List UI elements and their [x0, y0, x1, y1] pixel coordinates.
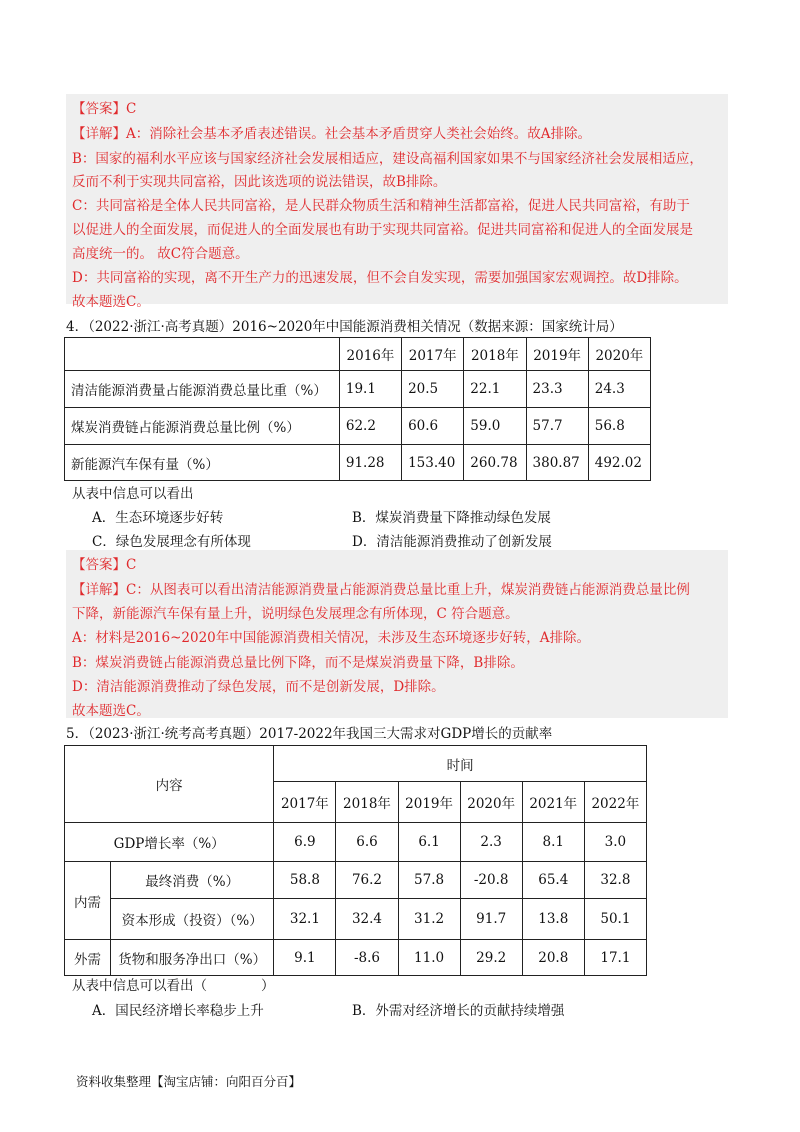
- table-cell: 20.8: [522, 940, 584, 976]
- table-row: [65, 862, 647, 899]
- detail-line: 故本题选C。: [72, 294, 150, 310]
- detail-line: B：国家的福利水平应该与国家经济社会发展相适应，建设高福利国家如果不与国家经济社会发展相适应，: [72, 151, 703, 167]
- table-row: [65, 823, 647, 862]
- table-row-label: 新能源汽车保有量（%）: [65, 445, 340, 481]
- table-cell: 60.6: [402, 408, 464, 445]
- table-cell: 50.1: [584, 899, 646, 940]
- table-row: [65, 371, 651, 408]
- net-export-label: 货物和服务净出口（%）: [111, 940, 274, 976]
- table-cell: 6.1: [398, 823, 460, 862]
- table-cell: 153.40: [402, 445, 464, 481]
- table-cell: -8.6: [336, 940, 398, 976]
- option-c[interactable]: C．绿色发展理念有所体现: [92, 534, 251, 550]
- answer-q3: 【答案】C: [72, 101, 137, 117]
- detail-line: D：清洁能源消费推动了绿色发展，而不是创新发展，D排除。: [72, 679, 445, 695]
- table-row-label: 清洁能源消费量占能源消费总量比重（%）: [65, 371, 340, 408]
- table-cell: 23.3: [526, 371, 588, 408]
- year-header: 2019年: [398, 782, 460, 823]
- detail-line: 【详解】C：从图表可以看出清洁能源消费量占能源消费总量比重上升，煤炭消费链占能源消费总量比例: [72, 582, 690, 598]
- table-cell: 58.8: [274, 862, 336, 899]
- table-cell: 17.1: [584, 940, 646, 976]
- table-cell: 3.0: [584, 823, 646, 862]
- table-cell: 56.8: [588, 408, 650, 445]
- table-cell: 24.3: [588, 371, 650, 408]
- table-cell: 76.2: [336, 862, 398, 899]
- detail-line: B：煤炭消费链占能源消费总量比例下降，而不是煤炭消费量下降，B排除。: [72, 655, 524, 671]
- detail-line: 高度统一的。 故C符合题意。: [72, 246, 249, 262]
- table-row: [65, 445, 651, 481]
- table-header-cell: 2016年: [339, 338, 401, 371]
- year-header: 2020年: [460, 782, 522, 823]
- detail-line: 故本题选C。: [72, 703, 150, 719]
- option-b[interactable]: B．煤炭消费量下降推动绿色发展: [352, 510, 551, 526]
- option-a[interactable]: A．生态环境逐步好转: [92, 510, 224, 526]
- table-cell: 20.5: [402, 371, 464, 408]
- table-cell: 6.6: [336, 823, 398, 862]
- final-consumption-label: 最终消费（%）: [111, 862, 274, 899]
- table-cell: 22.1: [464, 371, 526, 408]
- table-cell: 57.8: [398, 862, 460, 899]
- year-header: 2022年: [584, 782, 646, 823]
- table-cell: 65.4: [522, 862, 584, 899]
- option-a[interactable]: A．国民经济增长率稳步上升: [92, 1003, 264, 1019]
- table-row: [65, 899, 647, 940]
- table-cell: 29.2: [460, 940, 522, 976]
- table-cell: 57.7: [526, 408, 588, 445]
- question-4-prompt: 从表中信息可以看出: [72, 486, 194, 502]
- table-cell: 2.3: [460, 823, 522, 862]
- table-cell: 32.4: [336, 899, 398, 940]
- table-row-label: 煤炭消费链占能源消费总量比例（%）: [65, 408, 340, 445]
- table-header-cell: 2017年: [402, 338, 464, 371]
- table-cell: 62.2: [339, 408, 401, 445]
- question-5-stem: 5．（2023·浙江·统考高考真题）2017-2022年我国三大需求对GDP增长的贡献率: [66, 726, 553, 742]
- table-cell: 59.0: [464, 408, 526, 445]
- energy-table: [64, 337, 651, 481]
- detail-line: D：共同富裕的实现，离不开生产力的迅速发展，但不会自发实现，需要加强国家宏观调控。故D排除。: [72, 270, 688, 286]
- year-header: 2021年: [522, 782, 584, 823]
- table-cell: 11.0: [398, 940, 460, 976]
- gdp-table: [64, 745, 647, 976]
- table-cell: 6.9: [274, 823, 336, 862]
- detail-line: 反而不利于实现共同富裕，因此该选项的说法错误，故B排除。: [72, 174, 447, 190]
- question-4-stem: 4．（2022·浙江·高考真题）2016~2020年中国能源消费相关情况（数据来源：国家统计局）: [66, 319, 623, 335]
- year-header: 2017年: [274, 782, 336, 823]
- gdp-label: GDP增长率（%）: [65, 823, 274, 862]
- table-cell: 32.1: [274, 899, 336, 940]
- table-header-cell: 2019年: [526, 338, 588, 371]
- domestic-demand-label: 内需: [65, 862, 111, 940]
- table-cell: 31.2: [398, 899, 460, 940]
- table-cell: 260.78: [464, 445, 526, 481]
- detail-line: 下降，新能源汽车保有量上升，说明绿色发展理念有所体现，C 符合题意。: [72, 606, 519, 622]
- year-header: 2018年: [336, 782, 398, 823]
- table-cell: 380.87: [526, 445, 588, 481]
- content-header: 内容: [65, 746, 274, 823]
- table-cell: 91.7: [460, 899, 522, 940]
- table-row: [65, 940, 647, 976]
- detail-line: 【详解】A：消除社会基本矛盾表述错误。社会基本矛盾贯穿人类社会始终。故A排除。: [72, 126, 591, 142]
- table-cell: 9.1: [274, 940, 336, 976]
- table-cell: -20.8: [460, 862, 522, 899]
- table-row: [65, 408, 651, 445]
- table-cell: 492.02: [588, 445, 650, 481]
- table-header-cell: [65, 338, 340, 371]
- detail-line: 以促进人的全面发展，而促进人的全面发展也有助于实现共同富裕。促进共同富裕和促进人的全面发展是: [72, 222, 693, 238]
- question-5-prompt: 从表中信息可以看出（ ）: [72, 978, 275, 994]
- option-b[interactable]: B．外需对经济增长的贡献持续增强: [352, 1003, 565, 1019]
- capital-formation-label: 资本形成（投资）（%）: [111, 899, 274, 940]
- table-cell: 91.28: [339, 445, 401, 481]
- table-cell: 8.1: [522, 823, 584, 862]
- table-cell: 32.8: [584, 862, 646, 899]
- table-header-cell: 2020年: [588, 338, 650, 371]
- detail-line: C：共同富裕是全体人民共同富裕，是人民群众物质生活和精神生活都富裕，促进人民共同富裕，有助于: [72, 198, 690, 214]
- table-header-cell: 2018年: [464, 338, 526, 371]
- time-header: 时间: [274, 746, 647, 782]
- external-demand-label: 外需: [65, 940, 111, 976]
- table-cell: 13.8: [522, 899, 584, 940]
- option-d[interactable]: D．清洁能源消费推动了创新发展: [352, 534, 552, 550]
- table-cell: 19.1: [339, 371, 401, 408]
- answer-q4: 【答案】C: [72, 557, 137, 573]
- footer-note: 资料收集整理【淘宝店铺：向阳百分百】: [76, 1074, 302, 1089]
- detail-line: A：材料是2016~2020年中国能源消费相关情况，未涉及生态环境逐步好转，A排除。: [72, 630, 591, 646]
